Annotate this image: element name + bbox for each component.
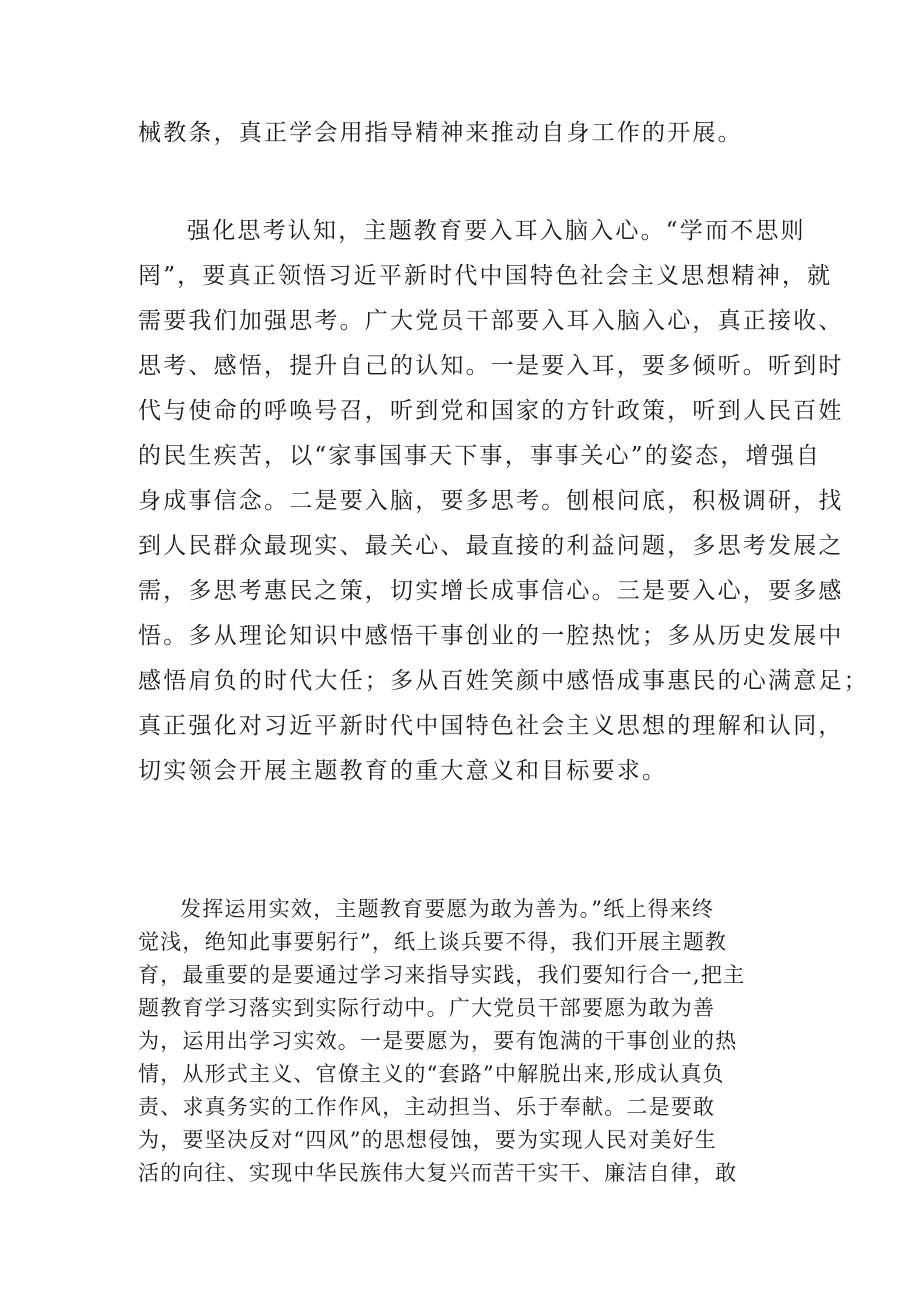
text-line: 责、求真务实的工作作风，主动担当、乐于奉献。二是要敢 — [138, 1095, 716, 1119]
text-line: 真正强化对习近平新时代中国特色社会主义思想的理解和认同， — [138, 713, 844, 739]
text-line: 需，多思考惠民之策，切实增长成事信心。三是要入心，要多感 — [138, 578, 844, 604]
text-line: 活的向往、实现中华民族伟大复兴而苦干实干、廉洁自律，敢 — [138, 1161, 738, 1185]
text-line: 题教育学习落实到实际行动中。广大党员干部要愿为敢为善 — [138, 996, 716, 1020]
text-line: 思考、感悟，提升自己的认知。一是要入耳，要多倾听。听到时 — [138, 353, 844, 379]
text-line: 觉浅，绝知此事要躬行”，纸上谈兵要不得，我们开展主题教 — [138, 930, 728, 954]
text-line: 感悟肩负的时代大任；多从百姓笑颜中感悟成事惠民的心满意足； — [138, 668, 869, 694]
text-line: 的民生疾苦，以“家事国事天下事，事事关心”的姿态，增强自 — [138, 443, 822, 469]
text-line: 罔”，要真正领悟习近平新时代中国特色社会主义思想精神，就 — [138, 263, 833, 289]
text-line: 代与使命的呼唤号召，听到党和国家的方针政策，听到人民百姓 — [138, 398, 844, 424]
text-line: 械教条，真正学会用指导精神来推动自身工作的开展。 — [138, 120, 743, 146]
text-line: 需要我们加强思考。广大党员干部要入耳入脑入心，真正接收、 — [138, 308, 844, 334]
text-line: 切实领会开展主题教育的重大意义和目标要求。 — [138, 758, 668, 784]
text-line: 为，运用出学习实效。一是要愿为，要有饱满的干事创业的热 — [138, 1029, 738, 1053]
text-line: 发挥运用实效，主题教育要愿为敢为善为。”纸上得来终 — [180, 897, 715, 921]
text-line: 强化思考认知，主题教育要入耳入脑入心。“学而不思则 — [187, 218, 806, 244]
text-line: 到人民群众最现实、最关心、最直接的利益问题，多思考发展之 — [138, 533, 844, 559]
text-line: 情，从形式主义、官僚主义的“套路”中解脱出来,形成认真负 — [138, 1062, 725, 1086]
text-line: 悟。多从理论知识中感悟干事创业的一腔热忱；多从历史发展中 — [138, 623, 844, 649]
text-line: 育，最重要的是要通过学习来指导实践，我们要知行合一,把主 — [138, 963, 746, 987]
text-line: 身成事信念。二是要入脑，要多思考。刨根问底，积极调研，找 — [138, 488, 844, 514]
text-line: 为，要坚决反对“四风”的思想侵蚀，要为实现人民对美好生 — [138, 1128, 717, 1152]
